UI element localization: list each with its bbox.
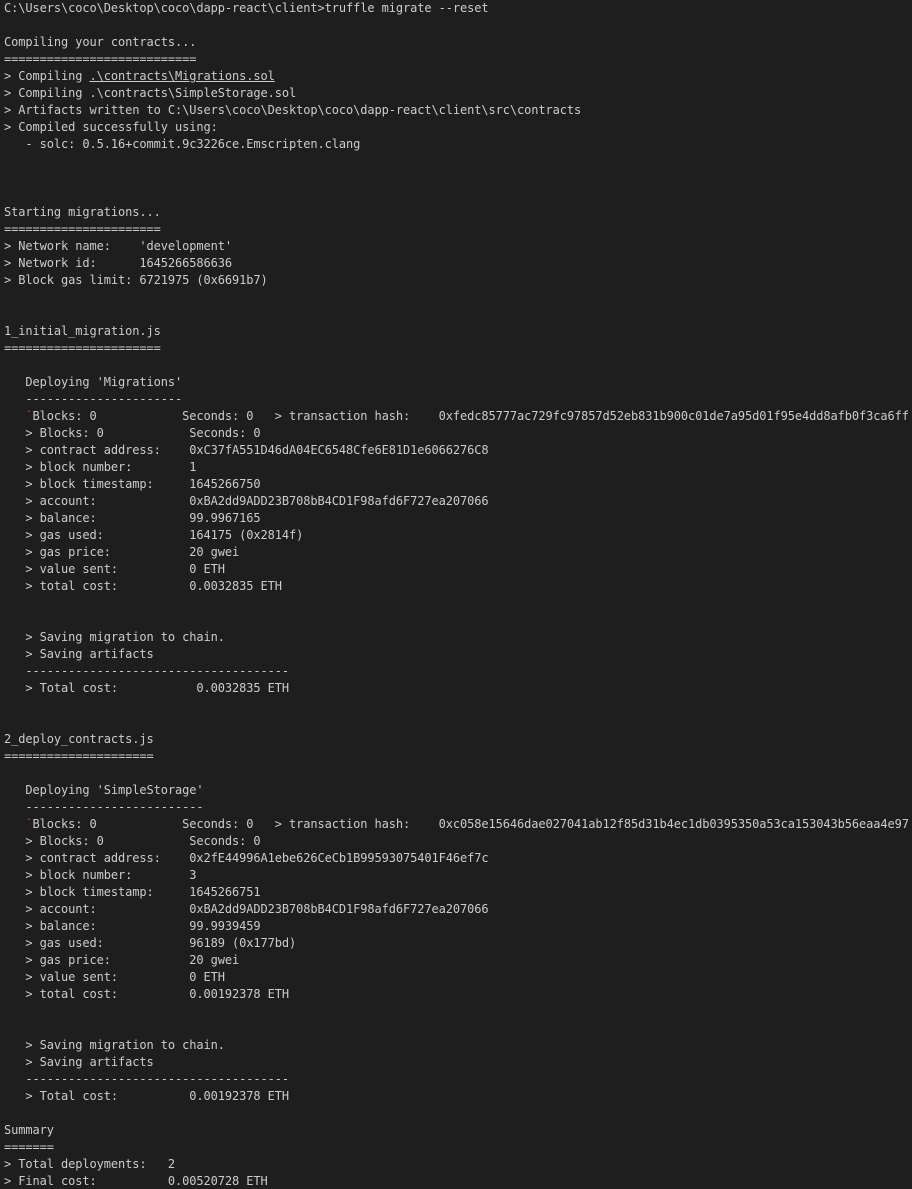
terminal-line: > Saving artifacts — [4, 1055, 154, 1069]
terminal-line: > contract address: 0x2fE44996A1ebe626CeCb1B99593075401F46ef7c — [4, 851, 489, 865]
terminal-line: > block number: 3 — [4, 868, 197, 882]
terminal-line: ====================== — [4, 222, 161, 236]
terminal-line: > Network id: 1645266586636 — [4, 256, 232, 270]
terminal-line: ======= — [4, 1140, 54, 1154]
terminal-line: > Total deployments: 2 — [4, 1157, 175, 1171]
terminal-line: > balance: 99.9967165 — [4, 511, 261, 525]
terminal-line: > Network name: 'development' — [4, 239, 232, 253]
terminal-line: > value sent: 0 ETH — [4, 562, 225, 576]
terminal-line: > Compiling .\contracts\Migrations.sol — [4, 69, 275, 83]
terminal-line: ------------------------------------- — [4, 664, 289, 678]
terminal-line: > Saving migration to chain. — [4, 630, 225, 644]
terminal-line: > Blocks: 0 Seconds: 0 — [4, 834, 261, 848]
terminal-line: > balance: 99.9939459 — [4, 919, 261, 933]
terminal-line — [4, 306, 912, 323]
terminal-line: > Artifacts written to C:\Users\coco\Desktop\coco\dapp-react\client\src\contracts — [4, 103, 582, 117]
terminal-line — [4, 697, 912, 714]
file-path-link[interactable]: .\contracts\Migrations.sol — [89, 69, 275, 83]
terminal-line: Starting migrations... — [4, 205, 161, 219]
terminal-line — [4, 765, 912, 782]
terminal-line: > gas price: 20 gwei — [4, 545, 240, 559]
terminal-line — [4, 1003, 912, 1020]
terminal-line: > Total cost: 0.00192378 ETH — [4, 1089, 289, 1103]
terminal-line: ====================== — [4, 341, 161, 355]
terminal-line — [4, 1020, 912, 1037]
terminal-line: > block timestamp: 1645266751 — [4, 885, 261, 899]
terminal-line: 2_deploy_contracts.js — [4, 732, 154, 746]
terminal-line — [4, 187, 912, 204]
terminal-line: > gas price: 20 gwei — [4, 953, 240, 967]
terminal-line: > value sent: 0 ETH — [4, 970, 225, 984]
terminal-line: ˙Blocks: 0 Seconds: 0 > transaction hash: 0xfedc85777ac729fc97857d52eb831b900c01de7a95d01f95e4dd8afb0f3ca6ff — [25, 409, 909, 423]
terminal-line: Compiling your contracts... — [4, 35, 197, 49]
terminal-line: > Blocks: 0 Seconds: 0 — [4, 426, 261, 440]
terminal-line: Deploying 'SimpleStorage' — [4, 783, 204, 797]
terminal-line — [4, 153, 912, 170]
terminal-line — [4, 289, 912, 306]
terminal-line: > gas used: 164175 (0x2814f) — [4, 528, 304, 542]
terminal-line: > block timestamp: 1645266750 — [4, 477, 261, 491]
terminal-line: > Block gas limit: 6721975 (0x6691b7) — [4, 273, 268, 287]
terminal-line: > Total cost: 0.0032835 ETH — [4, 681, 289, 695]
terminal-line: > Final cost: 0.00520728 ETH — [4, 1174, 268, 1188]
terminal-line: C:\Users\coco\Desktop\coco\dapp-react\client>truffle migrate --reset — [4, 1, 489, 15]
terminal-output — [4, 0, 912, 1189]
terminal-line: Deploying 'Migrations' — [4, 375, 183, 389]
terminal-line: > block number: 1 — [4, 460, 197, 474]
terminal-line: - solc: 0.5.16+commit.9c3226ce.Emscripten.clang — [4, 137, 361, 151]
terminal-line: > total cost: 0.00192378 ETH — [4, 987, 289, 1001]
terminal-line: > gas used: 96189 (0x177bd) — [4, 936, 297, 950]
terminal-line: ------------------------------------- — [4, 1072, 289, 1086]
terminal-line — [4, 595, 912, 612]
terminal-line: > account: 0xBA2dd9ADD23B708bB4CD1F98afd6F727ea207066 — [4, 494, 489, 508]
terminal-line: ------------------------- — [4, 800, 204, 814]
terminal-line — [4, 357, 912, 374]
terminal-line: > Compiled successfully using: — [4, 120, 218, 134]
terminal-line — [4, 612, 912, 629]
spinner-icon: ˙ — [25, 817, 33, 831]
terminal-line: =========================== — [4, 52, 197, 66]
terminal-line: ===================== — [4, 749, 154, 763]
terminal-line: 1_initial_migration.js — [4, 324, 161, 338]
terminal-line: > Saving artifacts — [4, 647, 154, 661]
terminal-line: Summary — [4, 1123, 54, 1137]
terminal-line: ˙Blocks: 0 Seconds: 0 > transaction hash: 0xc058e15646dae027041ab12f85d31b4ec1db0395350a53ca153043b56eaa4e97 — [25, 817, 909, 831]
spinner-icon: ˙ — [25, 409, 33, 423]
terminal-line: ---------------------- — [4, 392, 183, 406]
terminal-line: > total cost: 0.0032835 ETH — [4, 579, 282, 593]
terminal-line — [4, 714, 912, 731]
terminal-line: > Compiling .\contracts\SimpleStorage.sol — [4, 86, 297, 100]
terminal-line — [4, 17, 912, 34]
terminal-line: > account: 0xBA2dd9ADD23B708bB4CD1F98afd6F727ea207066 — [4, 902, 489, 916]
terminal-line: > Saving migration to chain. — [4, 1038, 225, 1052]
terminal-line — [4, 1105, 912, 1122]
terminal-line: > contract address: 0xC37fA551D46dA04EC6548Cfe6E81D1e6066276C8 — [4, 443, 489, 457]
terminal-line — [4, 170, 912, 187]
